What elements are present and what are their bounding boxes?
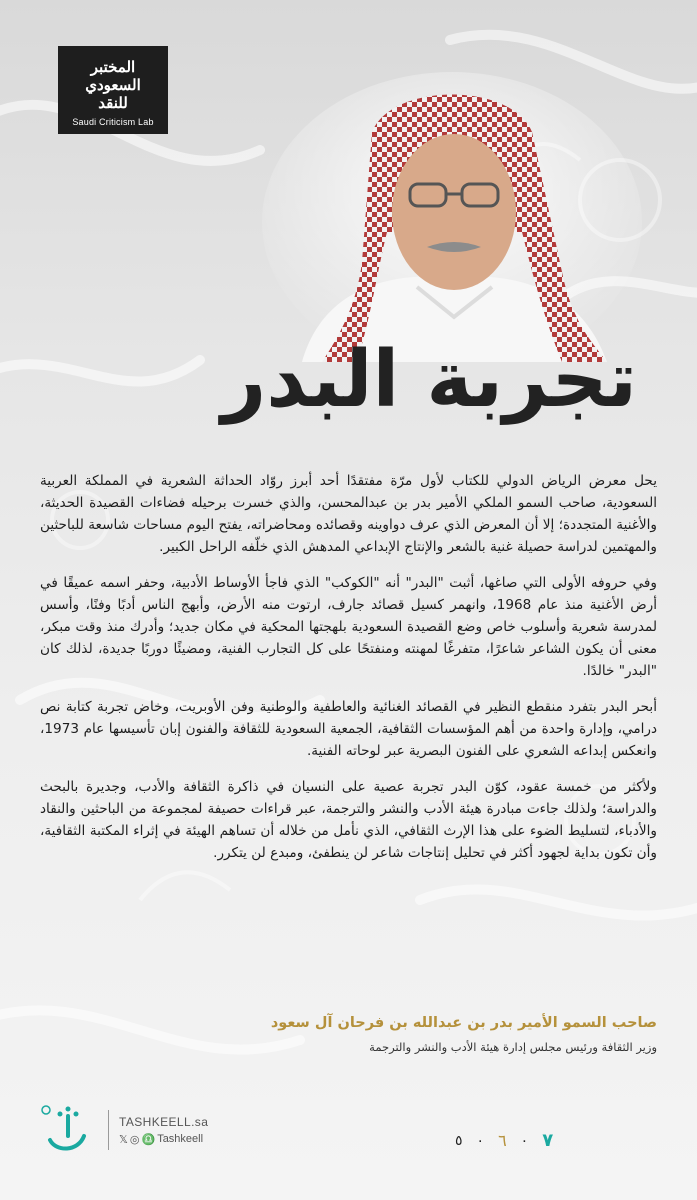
brand-website[interactable]: TASHKEELL.sa — [119, 1114, 209, 1129]
page-number: ٠ — [476, 1132, 485, 1149]
logo-line-3: للنقد — [98, 93, 128, 112]
page-number-current: ٧ — [542, 1130, 554, 1151]
brand-separator — [108, 1110, 109, 1150]
x-icon[interactable]: 𝕏 — [119, 1133, 128, 1146]
logo-line-1: المختبر — [90, 57, 136, 76]
signature-name: صاحب السمو الأمير بدر بن عبدالله بن فرحان آل سعود — [270, 1015, 657, 1031]
snapchat-icon[interactable]: ♎ — [141, 1133, 156, 1146]
portrait-photo — [262, 72, 642, 362]
tashkeel-logo-icon — [38, 1100, 98, 1160]
logo-english: Saudi Criticism Lab — [72, 116, 154, 127]
signature-position: وزير الثقافة ورئيس مجلس إدارة هيئة الأدب والنشر والترجمة — [369, 1040, 657, 1054]
paragraph-2: وفي حروفه الأولى التي صاغها، أثبت "البدر" أنه "الكوكب" الذي فاجأ الأوساط الأدبية، وحفر اسمه عميقًا في أرض الأغنية منذ عام 1968، وانهمر كسيل قصائد جارف، ارتوت منه الأرض، وأبهج الناس أدبًا وفنًا، وأسس لمدرسة شعرية وأسلوب خاص وضع القصيدة السعودية بلهجتها المحكية في مكان جديد؛ وأدرك منذ وقت مبكر، معنى أن يكون الشاعر شاعرًا، متفرغًا لمهنته ومنفتحًا على كل التجارب الفنية، ومضيئًا دوربًا جديدة، لذلك كان "البدر" خالدًا. — [40, 575, 657, 679]
article-body — [40, 470, 657, 878]
brand-text — [119, 1115, 208, 1146]
paragraph-1: يحل معرض الرياض الدولي للكتاب لأول مرّة مفتقدًا أحد أبرز روّاد الحداثة الشعرية في المملكة العربية السعودية، صاحب السمو الملكي الأمير بدر بن عبدالمحسن، والذي خسرت برحيله فضاءات القصيدة الحديثة، والأغنية المتجددة؛ إلا أن المعرض الذي عرف دواوينه وقصائده ومحاضراته، يفتح اليوم مساحات شاسعة للباحثين والمهتمين لدراسة حصيلة غنية بالشعر والإنتاج الإبداعي المدهش الذي خلّفه الراحل الكبير. — [40, 473, 657, 555]
page-number: ٦ — [498, 1131, 507, 1150]
paragraph-3: أبحر البدر بتفرد منقطع النظير في القصائد الغنائية والعاطفية والوطنية وفن الأوبريت، وخاض تجربة كتابة نص درامي، وإدارة واحدة من أهم المؤسسات الثقافية، الجمعية السعودية للثقافة والفنون إبان تأسيسها عام 1973، وانعكس إبداعه الشعري على الفنون البصرية عبر لوحاته الفنية. — [40, 699, 657, 759]
logo-line-2: السعودي — [85, 75, 141, 94]
page-title: تجربة البدر — [221, 335, 637, 425]
page-indicator — [455, 1130, 553, 1151]
page-number: ٥ — [455, 1132, 463, 1149]
paragraph-4: ولأكثر من خمسة عقود، كوّن البدر تجربة عصية على النسيان في ذاكرة الثقافة والأدب، وجديرة بالبحث والدراسة؛ ولذلك جاءت مبادرة هيئة الأدب والنشر والترجمة، عبر قراءات حصيفة لمجموعة من الباحثين والنقاد والأدباء، لتسليط الضوء على هذا الإرث الثقافي، الذي نأمل من خلاله أن تساهم الهيئة في إثراء المكتبة الثقافية، وأن تكون بداية لجهود أكثر في تحليل إنتاجات شاعر لن ينطفئ، ومبدع لن يتكرر. — [40, 779, 657, 861]
saudi-criticism-lab-logo — [58, 46, 168, 134]
instagram-icon[interactable]: ◎ — [129, 1133, 140, 1146]
page-number: ٠ — [520, 1132, 529, 1149]
tashkeel-brand — [38, 1100, 208, 1160]
brand-handle-row — [119, 1133, 208, 1146]
brand-handle[interactable]: Tashkeell — [157, 1133, 204, 1145]
